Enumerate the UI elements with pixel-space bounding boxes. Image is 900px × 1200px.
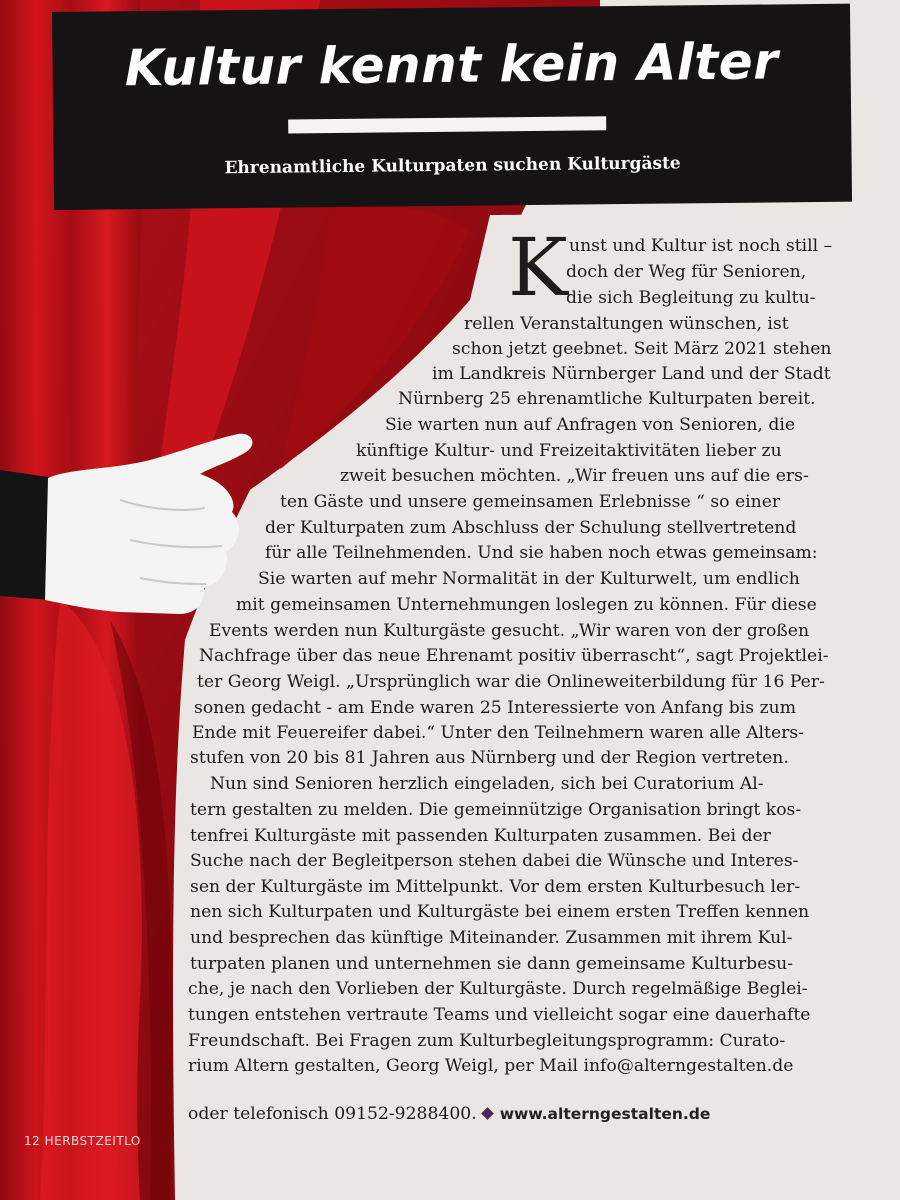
article-line: Freundschaft. Bei Fragen zum Kulturbegleitungsprogramm: Curato- — [188, 1031, 786, 1051]
page-title: Kultur kennt kein Alter — [124, 32, 779, 98]
article-line: künftige Kultur- und Freizeitaktivitäten lieber zu — [356, 441, 782, 461]
contact-line — [188, 1104, 710, 1124]
article-line: mit gemeinsamen Unternehmungen loslegen zu können. Für diese — [236, 595, 817, 615]
article-line: der Kulturpaten zum Abschluss der Schulung stellvertretend — [265, 518, 797, 538]
article-line: zweit besuchen möchten. „Wir freuen uns auf die ers- — [340, 466, 809, 486]
diamond-bullet-icon — [481, 1107, 494, 1120]
article-line: stufen von 20 bis 81 Jahren aus Nürnberg und der Region vertreten. — [190, 748, 789, 768]
article-line: tern gestalten zu melden. Die gemeinnützige Organisation bringt kos- — [190, 800, 802, 820]
article-line: Ende mit Feuereifer dabei.“ Unter den Teilnehmern waren alle Alters- — [192, 723, 804, 743]
article-line: tungen entstehen vertraute Teams und vielleicht sogar eine dauerhafte — [188, 1005, 811, 1025]
title-divider — [288, 116, 606, 133]
website-link[interactable]: www.alterngestalten.de — [499, 1105, 711, 1123]
article-line: nen sich Kulturpaten und Kulturgäste bei einem ersten Treffen kennen — [190, 902, 810, 922]
article-line: Sie warten auf mehr Normalität in der Kulturwelt, um endlich — [258, 569, 800, 589]
article-line: Nun sind Senioren herzlich eingeladen, sich bei Curatorium Al- — [210, 774, 764, 794]
phone-text: oder telefonisch 09152-9288400. — [188, 1104, 477, 1124]
drop-cap: K — [508, 221, 568, 314]
article-line: ten Gäste und unsere gemeinsamen Erlebnisse “ so einer — [280, 492, 781, 512]
article-line: turpaten planen und unternehmen sie dann gemeinsame Kulturbesu- — [190, 954, 794, 974]
article-line: sonen gedacht - am Ende waren 25 Interessierte von Anfang bis zum — [194, 698, 796, 718]
article-line: die sich Begleitung zu kultu- — [566, 288, 816, 308]
article-line: Sie warten nun auf Anfragen von Senioren, die — [385, 415, 796, 435]
article-line: schon jetzt geebnet. Seit März 2021 stehen — [452, 339, 832, 359]
article-line: unst und Kultur ist noch still – — [569, 236, 833, 256]
article-line: tenfrei Kulturgäste mit passenden Kulturpaten zusammen. Bei der — [190, 826, 771, 846]
article-line: che, je nach den Vorlieben der Kulturgäste. Durch regelmäßige Beglei- — [188, 979, 808, 999]
article-line: für alle Teilnehmenden. Und sie haben noch etwas gemeinsam: — [265, 543, 818, 563]
article-line: Suche nach der Begleitperson stehen dabei die Wünsche und Interes- — [190, 851, 799, 871]
article-line: rellen Veranstaltungen wünschen, ist — [464, 314, 789, 334]
page-footer: 12 HERBSTZEITLO — [24, 1134, 141, 1148]
article-line: Nürnberg 25 ehrenamtliche Kulturpaten bereit. — [398, 389, 816, 409]
article-line: Events werden nun Kulturgäste gesucht. „Wir waren von der großen — [209, 621, 810, 641]
article-line: im Landkreis Nürnberger Land und der Stadt — [432, 364, 831, 384]
article-line: doch der Weg für Senioren, — [566, 262, 807, 282]
article-line: Nachfrage über das neue Ehrenamt positiv überrascht“, sagt Projektlei- — [199, 646, 829, 666]
article-line: rium Altern gestalten, Georg Weigl, per Mail info@alterngestalten.de — [188, 1056, 794, 1076]
article-line: und besprechen das künftige Miteinander. Zusammen mit ihrem Kul- — [190, 928, 793, 948]
headline-banner — [52, 4, 852, 210]
page-subtitle: Ehrenamtliche Kulturpaten suchen Kulturgäste — [224, 153, 681, 179]
article-line: sen der Kulturgäste im Mittelpunkt. Vor dem ersten Kulturbesuch ler- — [190, 877, 801, 897]
article-line: ter Georg Weigl. „Ursprünglich war die Onlineweiterbildung für 16 Per- — [197, 672, 825, 692]
